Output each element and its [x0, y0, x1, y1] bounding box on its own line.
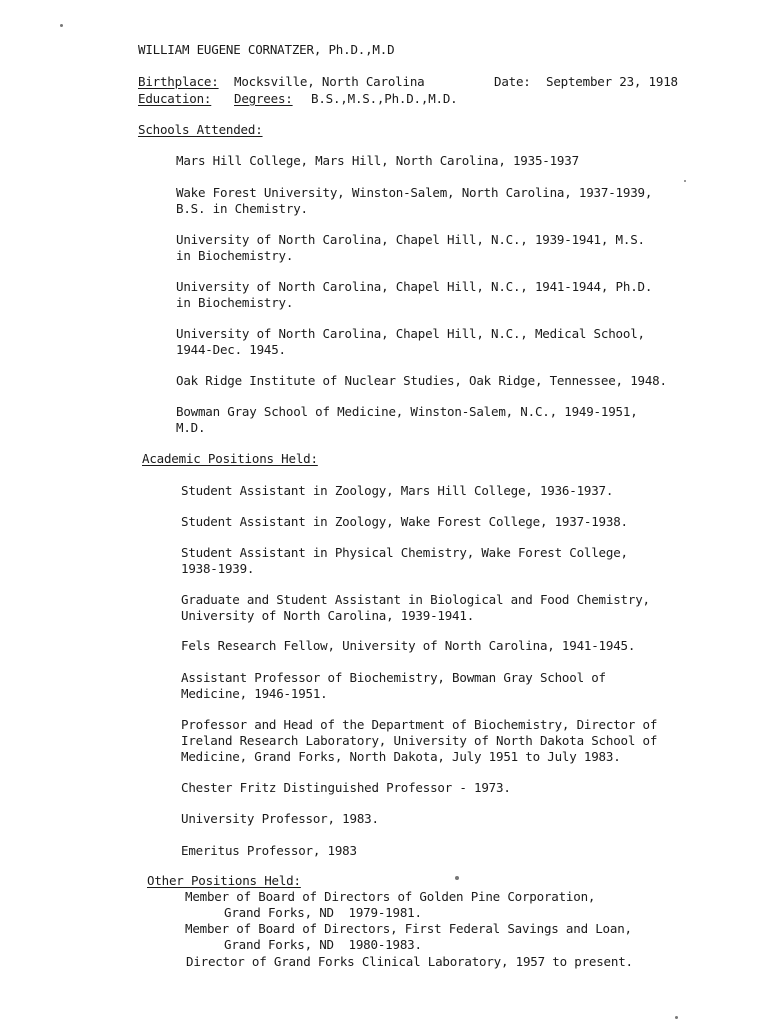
- school-entry-line: Mars Hill College, Mars Hill, North Carolina, 1935-1937: [176, 153, 579, 168]
- academic-position-line: Graduate and Student Assistant in Biological and Food Chemistry,: [181, 592, 650, 607]
- school-entry-line: 1944-Dec. 1945.: [176, 342, 286, 357]
- birthplace-value: Mocksville, North Carolina: [234, 74, 425, 89]
- school-entry-line: in Biochemistry.: [176, 295, 294, 310]
- birthplace-label: Birthplace:: [138, 74, 219, 89]
- other-heading: Other Positions Held:: [147, 873, 301, 888]
- other-position-line: Member of Board of Directors, First Federal Savings and Loan,: [185, 921, 632, 936]
- school-entry-line: University of North Carolina, Chapel Hill, N.C., 1941-1944, Ph.D.: [176, 279, 653, 294]
- other-position-line: Grand Forks, ND 1980-1983.: [224, 937, 422, 952]
- scan-speck: [675, 1016, 678, 1019]
- academic-position-line: Student Assistant in Physical Chemistry, Wake Forest College,: [181, 545, 628, 560]
- scan-speck: [60, 24, 63, 27]
- document-title: WILLIAM EUGENE CORNATZER, Ph.D.,M.D: [138, 42, 395, 57]
- other-position-line: Director of Grand Forks Clinical Laboratory, 1957 to present.: [186, 954, 633, 969]
- academic-position-line: Medicine, Grand Forks, North Dakota, July 1951 to July 1983.: [181, 749, 621, 764]
- school-entry-line: Bowman Gray School of Medicine, Winston-Salem, N.C., 1949-1951,: [176, 404, 638, 419]
- academic-position-line: Chester Fritz Distinguished Professor - 1973.: [181, 780, 511, 795]
- school-entry-line: University of North Carolina, Chapel Hill, N.C., Medical School,: [176, 326, 645, 341]
- academic-position-line: Student Assistant in Zoology, Mars Hill College, 1936-1937.: [181, 483, 614, 498]
- degrees-label: Degrees:: [234, 91, 293, 106]
- academic-position-line: Assistant Professor of Biochemistry, Bowman Gray School of: [181, 670, 606, 685]
- school-entry-line: M.D.: [176, 420, 206, 435]
- school-entry-line: University of North Carolina, Chapel Hill, N.C., 1939-1941, M.S.: [176, 232, 645, 247]
- other-position-line: Member of Board of Directors of Golden Pine Corporation,: [185, 889, 596, 904]
- other-position-line: Grand Forks, ND 1979-1981.: [224, 905, 422, 920]
- academic-position-line: Student Assistant in Zoology, Wake Forest College, 1937-1938.: [181, 514, 628, 529]
- academic-position-line: Professor and Head of the Department of Biochemistry, Director of: [181, 717, 658, 732]
- academic-position-line: University Professor, 1983.: [181, 811, 379, 826]
- academic-position-line: University of North Carolina, 1939-1941.: [181, 608, 475, 623]
- degrees-value: B.S.,M.S.,Ph.D.,M.D.: [311, 91, 458, 106]
- date-value: September 23, 1918: [546, 74, 678, 89]
- academic-position-line: Medicine, 1946-1951.: [181, 686, 328, 701]
- date-label: Date:: [494, 74, 531, 89]
- school-entry-line: Oak Ridge Institute of Nuclear Studies, Oak Ridge, Tennessee, 1948.: [176, 373, 667, 388]
- school-entry-line: B.S. in Chemistry.: [176, 201, 308, 216]
- scan-speck: [455, 876, 459, 880]
- academic-position-line: Fels Research Fellow, University of North Carolina, 1941-1945.: [181, 638, 636, 653]
- academic-position-line: Ireland Research Laboratory, University of North Dakota School of: [181, 733, 658, 748]
- scan-speck: [684, 180, 686, 182]
- academic-heading: Academic Positions Held:: [142, 451, 318, 466]
- school-entry-line: in Biochemistry.: [176, 248, 294, 263]
- schools-heading: Schools Attended:: [138, 122, 263, 137]
- academic-position-line: Emeritus Professor, 1983: [181, 843, 357, 858]
- academic-position-line: 1938-1939.: [181, 561, 255, 576]
- education-label: Education:: [138, 91, 212, 106]
- school-entry-line: Wake Forest University, Winston-Salem, North Carolina, 1937-1939,: [176, 185, 653, 200]
